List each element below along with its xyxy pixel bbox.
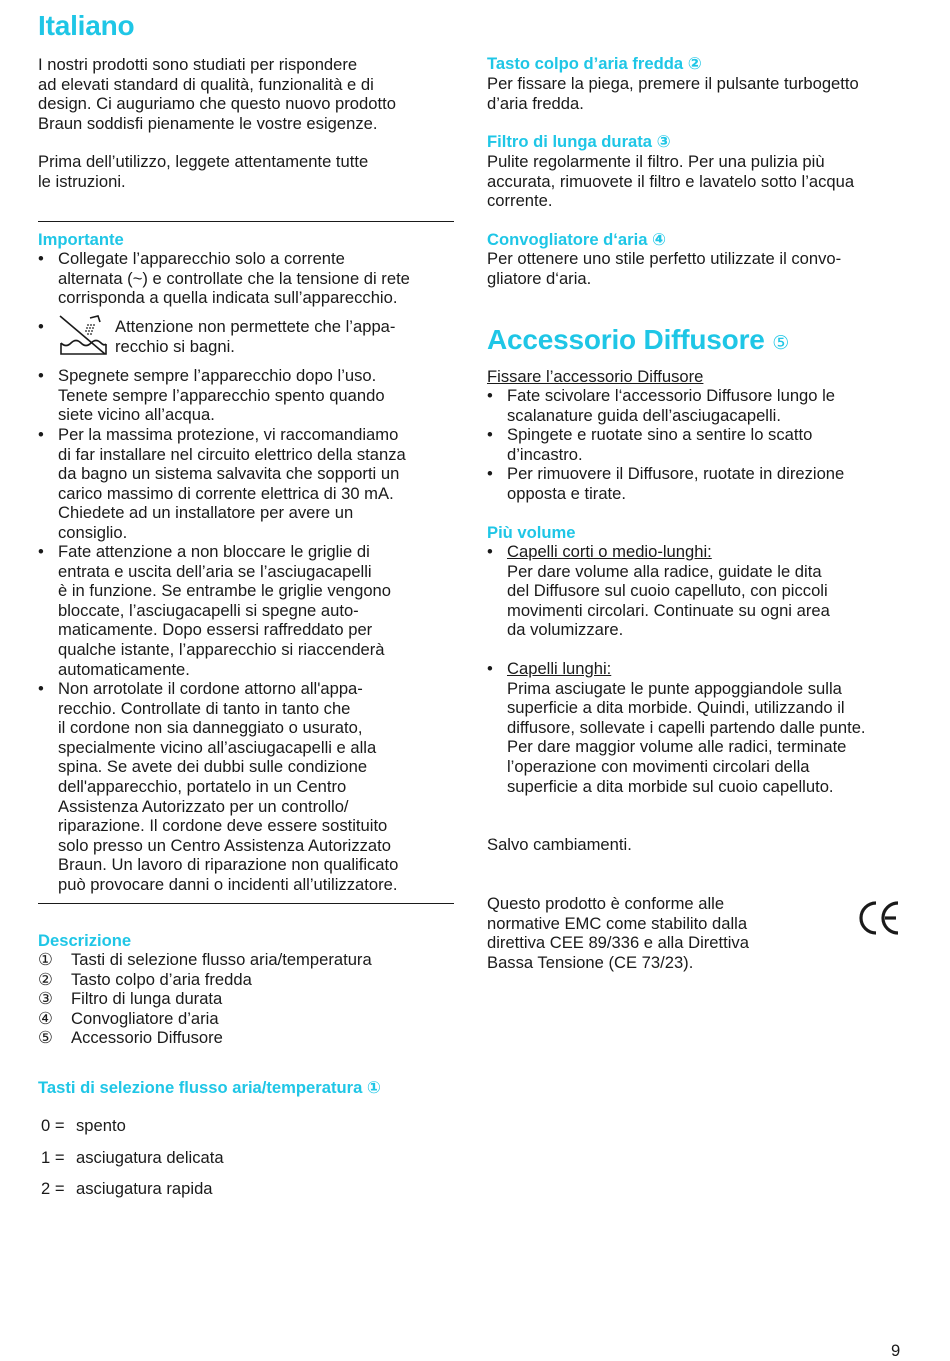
tasti-heading: Tasti di selezione flusso aria/temperatura ① <box>38 1078 381 1097</box>
intro-paragraph <box>38 55 396 133</box>
descrizione-heading: Descrizione <box>38 931 132 950</box>
ce-mark-icon <box>857 898 903 938</box>
mode-list <box>38 1116 458 1206</box>
section-divider <box>38 221 454 222</box>
intro-line: design. Ci auguriamo che questo nuovo prodotto <box>38 94 396 114</box>
bullet: • <box>487 659 493 678</box>
short-hair-label: Capelli corti o medio-lunghi: <box>507 542 712 561</box>
mode-value: spento <box>76 1116 126 1135</box>
accessorio-title: Accessorio Diffusore ⑤ <box>487 324 790 355</box>
page-title: Italiano <box>38 10 135 41</box>
mode-key: 2 = <box>41 1179 65 1199</box>
intro2-line: le istruzioni. <box>38 171 126 191</box>
item-number: ④ <box>38 1008 53 1028</box>
bullet: • <box>487 542 493 561</box>
intro-line: I nostri prodotti sono studiati per rispondere <box>38 55 358 74</box>
intro-line: ad elevati standard di qualità, funzionalità e di <box>38 74 374 94</box>
bullet: • <box>487 386 493 405</box>
bullet: • <box>38 317 44 336</box>
item-label: Filtro di lunga durata <box>71 989 223 1009</box>
bullet: • <box>487 464 493 483</box>
bullet: • <box>38 249 44 268</box>
long-hair-label: Capelli lunghi: <box>507 659 612 678</box>
importante-heading: Importante <box>38 230 124 249</box>
bullet: • <box>38 679 44 698</box>
intro2-line: Prima dell’utilizzo, leggete attentamente tutte <box>38 152 369 171</box>
accessorio-title-number: ⑤ <box>772 333 790 354</box>
convogliatore-text: Per ottenere uno stile perfetto utilizzate il convo- gliatore d‘aria. <box>487 249 842 288</box>
volume-heading: Più volume <box>487 523 576 542</box>
item-label: Accessorio Diffusore <box>71 1028 223 1048</box>
mode-key: 1 = <box>41 1147 65 1167</box>
item-number: ⑤ <box>38 1028 53 1048</box>
bullet: • <box>38 366 44 385</box>
bullet: • <box>487 425 493 444</box>
item-label: Tasti di selezione flusso aria/temperatura <box>71 950 372 969</box>
item-number: ② <box>38 969 53 989</box>
section-divider <box>38 903 454 904</box>
description-list <box>38 950 458 1050</box>
filtro-heading: Filtro di lunga durata ③ <box>487 132 671 151</box>
item-number: ① <box>38 950 53 969</box>
no-water-shower-icon <box>58 314 108 358</box>
item-label: Tasto colpo d’aria fredda <box>71 969 252 989</box>
mode-value: asciugatura delicata <box>76 1147 224 1167</box>
item-number: ③ <box>38 989 53 1009</box>
intro-line: Braun soddisfi pienamente le vostre esigenze. <box>38 113 378 133</box>
convogliatore-heading: Convogliatore d‘aria ④ <box>487 230 667 249</box>
salvo-cambiamenti: Salvo cambiamenti. <box>487 835 632 854</box>
fissare-subheading: Fissare l’accessorio Diffusore <box>487 367 704 386</box>
bullet: • <box>38 542 44 561</box>
filtro-text: Pulite regolarmente il filtro. Per una pulizia più accurata, rimuovete il filtro e lavatelo sotto l’acqua corrente. <box>487 152 855 211</box>
tasto-colpo-heading: Tasto colpo d’aria fredda ② <box>487 54 702 73</box>
item-label: Convogliatore d’aria <box>71 1008 219 1028</box>
page-number: 9 <box>891 1341 901 1360</box>
conformity-text: Questo prodotto è conforme alle normative EMC come stabilito dalla direttiva CEE 89/336 e alla Direttiva Bassa Tensione (CE 73/23). <box>487 894 749 972</box>
intro-paragraph-2 <box>38 152 368 191</box>
bullet: • <box>38 425 44 444</box>
tasto-colpo-text: Per fissare la piega, premere il pulsante turbogetto d’aria fredda. <box>487 74 859 113</box>
mode-value: asciugatura rapida <box>76 1179 213 1199</box>
mode-key: 0 = <box>41 1116 65 1135</box>
